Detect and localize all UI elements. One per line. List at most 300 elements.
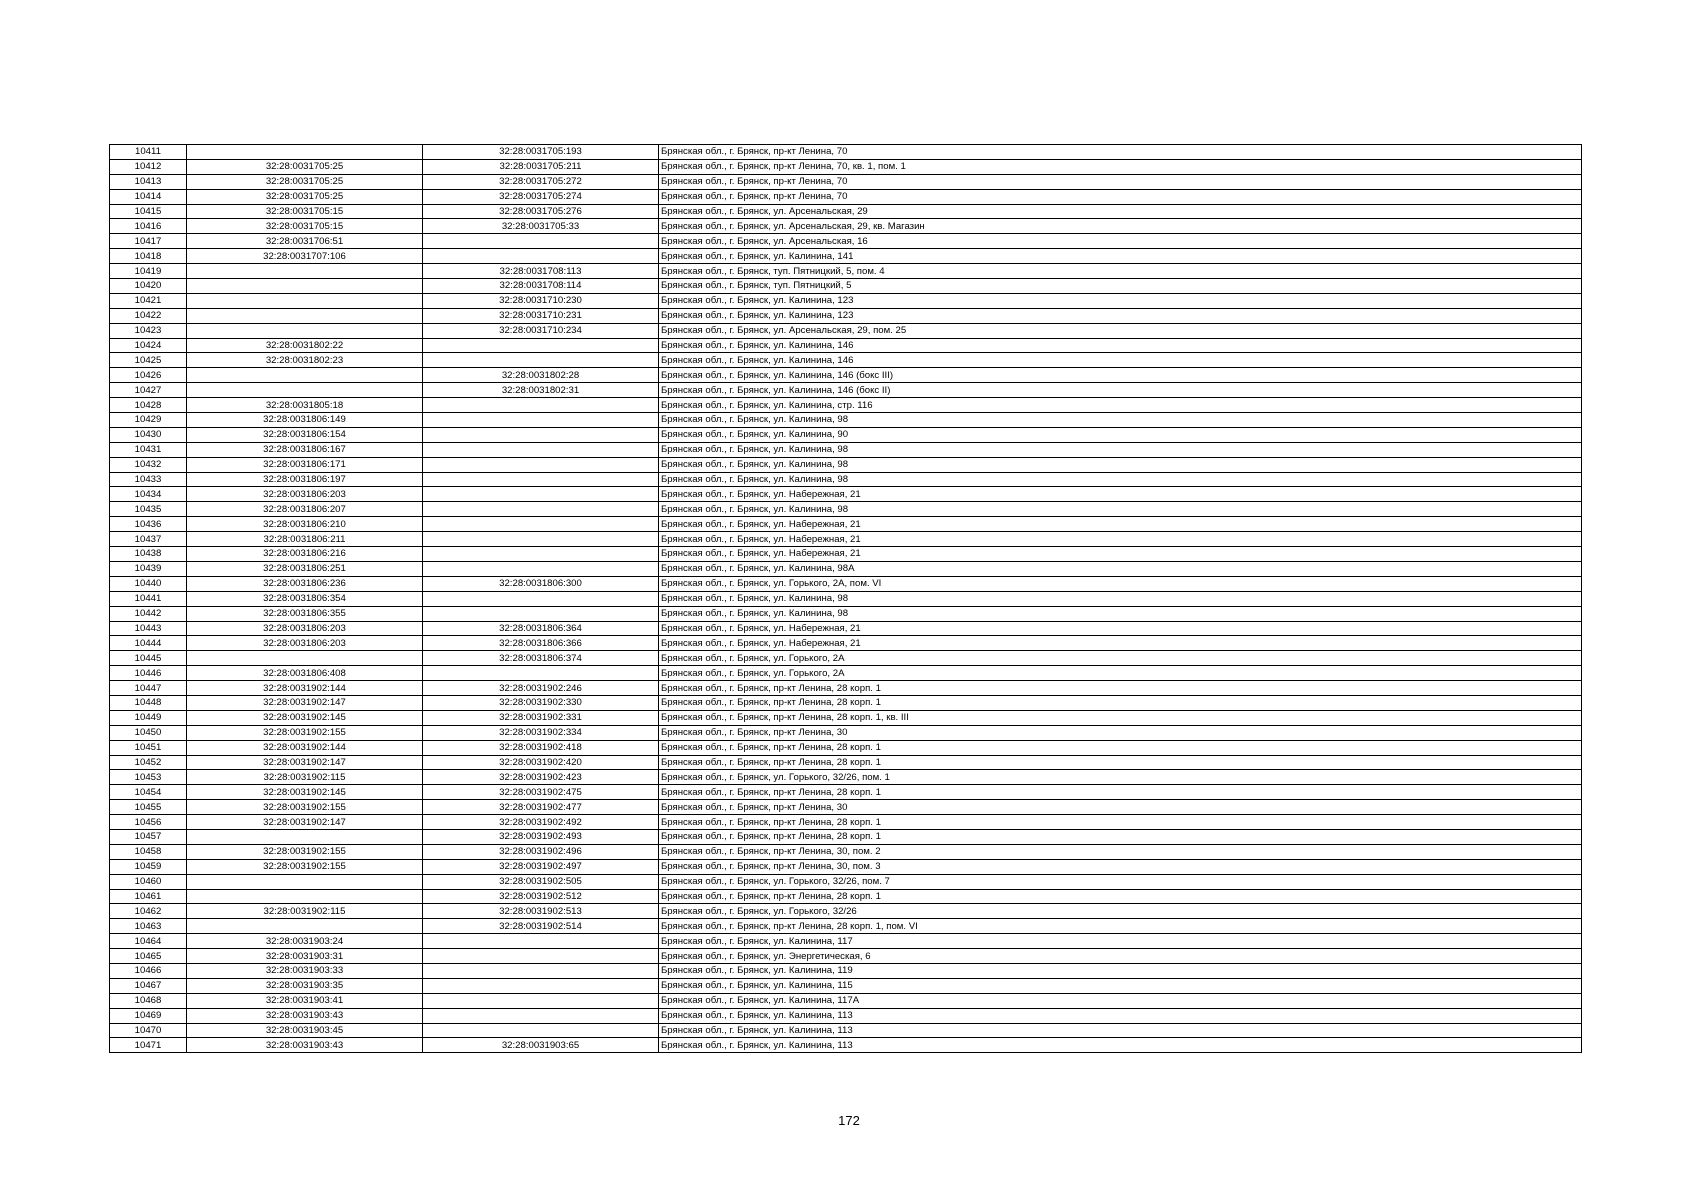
- address-cell: Брянская обл., г. Брянск, ул. Арсенальская, 29, пом. 25: [659, 323, 1582, 338]
- row-number-cell: 10453: [110, 770, 187, 785]
- parent-cadastral-number-cell: 32:28:0031806:197: [187, 472, 423, 487]
- parent-cadastral-number-cell: 32:28:0031706:51: [187, 234, 423, 249]
- table-row: [110, 889, 1582, 904]
- row-number-cell: 10426: [110, 368, 187, 383]
- parent-cadastral-number-cell: 32:28:0031806:154: [187, 427, 423, 442]
- address-cell: Брянская обл., г. Брянск, пр-кт Ленина, 28 корп. 1: [659, 815, 1582, 830]
- table-row: [110, 517, 1582, 532]
- cadastral-number-cell: [423, 502, 659, 517]
- parent-cadastral-number-cell: 32:28:0031806:210: [187, 517, 423, 532]
- address-cell: Брянская обл., г. Брянск, ул. Набережная, 21: [659, 547, 1582, 562]
- table-row: [110, 159, 1582, 174]
- table-row: [110, 487, 1582, 502]
- cadastral-number-cell: [423, 398, 659, 413]
- row-number-cell: 10417: [110, 234, 187, 249]
- address-cell: Брянская обл., г. Брянск, ул. Калинина, 141: [659, 249, 1582, 264]
- parent-cadastral-number-cell: 32:28:0031902:155: [187, 725, 423, 740]
- table-row: [110, 844, 1582, 859]
- table-row: [110, 949, 1582, 964]
- table-row: [110, 740, 1582, 755]
- cadastral-number-cell: 32:28:0031902:330: [423, 695, 659, 710]
- parent-cadastral-number-cell: 32:28:0031707:106: [187, 249, 423, 264]
- table-row: [110, 338, 1582, 353]
- cadastral-number-cell: [423, 234, 659, 249]
- parent-cadastral-number-cell: 32:28:0031805:18: [187, 398, 423, 413]
- parent-cadastral-number-cell: [187, 293, 423, 308]
- parent-cadastral-number-cell: 32:28:0031902:144: [187, 681, 423, 696]
- table-row: [110, 1008, 1582, 1023]
- parent-cadastral-number-cell: 32:28:0031903:43: [187, 1038, 423, 1053]
- address-cell: Брянская обл., г. Брянск, ул. Арсенальская, 29: [659, 204, 1582, 219]
- row-number-cell: 10457: [110, 829, 187, 844]
- row-number-cell: 10429: [110, 413, 187, 428]
- cadastral-number-cell: 32:28:0031705:272: [423, 174, 659, 189]
- cadastral-number-cell: [423, 532, 659, 547]
- row-number-cell: 10434: [110, 487, 187, 502]
- table-row: [110, 800, 1582, 815]
- address-cell: Брянская обл., г. Брянск, пр-кт Ленина, 30, пом. 2: [659, 844, 1582, 859]
- row-number-cell: 10464: [110, 934, 187, 949]
- table-row: [110, 576, 1582, 591]
- cadastral-number-cell: 32:28:0031705:274: [423, 189, 659, 204]
- row-number-cell: 10415: [110, 204, 187, 219]
- parent-cadastral-number-cell: 32:28:0031806:167: [187, 442, 423, 457]
- address-cell: Брянская обл., г. Брянск, пр-кт Ленина, 28 корп. 1: [659, 829, 1582, 844]
- parent-cadastral-number-cell: 32:28:0031705:15: [187, 204, 423, 219]
- parent-cadastral-number-cell: 32:28:0031902:155: [187, 844, 423, 859]
- address-cell: Брянская обл., г. Брянск, пр-кт Ленина, 70: [659, 189, 1582, 204]
- parent-cadastral-number-cell: 32:28:0031903:33: [187, 963, 423, 978]
- row-number-cell: 10412: [110, 159, 187, 174]
- table-row: [110, 308, 1582, 323]
- row-number-cell: 10469: [110, 1008, 187, 1023]
- address-cell: Брянская обл., г. Брянск, ул. Калинина, 117А: [659, 993, 1582, 1008]
- cadastral-number-cell: [423, 249, 659, 264]
- address-cell: Брянская обл., г. Брянск, пр-кт Ленина, 28 корп. 1: [659, 695, 1582, 710]
- table-row: [110, 234, 1582, 249]
- address-cell: Брянская обл., г. Брянск, ул. Горького, 32/26, пом. 7: [659, 874, 1582, 889]
- cadastral-number-cell: [423, 934, 659, 949]
- address-cell: Брянская обл., г. Брянск, пр-кт Ленина, 28 корп. 1: [659, 740, 1582, 755]
- cadastral-number-cell: 32:28:0031903:65: [423, 1038, 659, 1053]
- cadastral-number-cell: 32:28:0031902:492: [423, 815, 659, 830]
- cadastral-number-cell: 32:28:0031806:366: [423, 636, 659, 651]
- parent-cadastral-number-cell: [187, 383, 423, 398]
- table-row: [110, 978, 1582, 993]
- table-row: [110, 249, 1582, 264]
- address-cell: Брянская обл., г. Брянск, пр-кт Ленина, 28 корп. 1: [659, 681, 1582, 696]
- address-cell: Брянская обл., г. Брянск, ул. Калинина, 123: [659, 308, 1582, 323]
- table-row: [110, 785, 1582, 800]
- cadastral-number-cell: [423, 338, 659, 353]
- parent-cadastral-number-cell: 32:28:0031806:171: [187, 457, 423, 472]
- table-row: [110, 442, 1582, 457]
- cadastral-number-cell: [423, 353, 659, 368]
- parent-cadastral-number-cell: 32:28:0031802:22: [187, 338, 423, 353]
- parent-cadastral-number-cell: 32:28:0031903:31: [187, 949, 423, 964]
- parent-cadastral-number-cell: 32:28:0031806:149: [187, 413, 423, 428]
- row-number-cell: 10446: [110, 666, 187, 681]
- row-number-cell: 10465: [110, 949, 187, 964]
- row-number-cell: 10448: [110, 695, 187, 710]
- address-cell: Брянская обл., г. Брянск, ул. Набережная, 21: [659, 487, 1582, 502]
- address-cell: Брянская обл., г. Брянск, ул. Калинина, 113: [659, 1008, 1582, 1023]
- cadastral-number-cell: [423, 949, 659, 964]
- cadastral-number-cell: 32:28:0031902:334: [423, 725, 659, 740]
- table-row: [110, 293, 1582, 308]
- cadastral-number-cell: [423, 427, 659, 442]
- cadastral-number-cell: 32:28:0031902:493: [423, 829, 659, 844]
- address-cell: Брянская обл., г. Брянск, пр-кт Ленина, 30: [659, 725, 1582, 740]
- cadastral-number-cell: 32:28:0031802:28: [423, 368, 659, 383]
- cadastral-number-cell: 32:28:0031710:234: [423, 323, 659, 338]
- address-cell: Брянская обл., г. Брянск, пр-кт Ленина, 30: [659, 800, 1582, 815]
- parent-cadastral-number-cell: [187, 874, 423, 889]
- parent-cadastral-number-cell: [187, 279, 423, 294]
- parent-cadastral-number-cell: 32:28:0031902:144: [187, 740, 423, 755]
- parent-cadastral-number-cell: 32:28:0031806:236: [187, 576, 423, 591]
- cadastral-number-cell: 32:28:0031902:513: [423, 904, 659, 919]
- address-cell: Брянская обл., г. Брянск, ул. Горького, 2А: [659, 666, 1582, 681]
- parent-cadastral-number-cell: 32:28:0031903:24: [187, 934, 423, 949]
- parent-cadastral-number-cell: 32:28:0031902:147: [187, 815, 423, 830]
- table-row: [110, 353, 1582, 368]
- row-number-cell: 10423: [110, 323, 187, 338]
- row-number-cell: 10471: [110, 1038, 187, 1053]
- parent-cadastral-number-cell: 32:28:0031806:354: [187, 591, 423, 606]
- row-number-cell: 10450: [110, 725, 187, 740]
- table-row: [110, 874, 1582, 889]
- address-cell: Брянская обл., г. Брянск, пр-кт Ленина, 70: [659, 174, 1582, 189]
- address-cell: Брянская обл., г. Брянск, ул. Калинина, 115: [659, 978, 1582, 993]
- address-cell: Брянская обл., г. Брянск, ул. Калинина, 98: [659, 502, 1582, 517]
- parent-cadastral-number-cell: 32:28:0031806:203: [187, 636, 423, 651]
- row-number-cell: 10428: [110, 398, 187, 413]
- row-number-cell: 10449: [110, 710, 187, 725]
- cadastral-number-cell: 32:28:0031902:420: [423, 755, 659, 770]
- parent-cadastral-number-cell: 32:28:0031903:35: [187, 978, 423, 993]
- row-number-cell: 10439: [110, 561, 187, 576]
- cadastral-number-cell: [423, 993, 659, 1008]
- cadastral-number-cell: 32:28:0031902:514: [423, 919, 659, 934]
- address-cell: Брянская обл., г. Брянск, ул. Арсенальская, 16: [659, 234, 1582, 249]
- cadastral-number-cell: [423, 547, 659, 562]
- row-number-cell: 10438: [110, 547, 187, 562]
- cadastral-number-cell: 32:28:0031902:475: [423, 785, 659, 800]
- address-cell: Брянская обл., г. Брянск, ул. Калинина, 113: [659, 1023, 1582, 1038]
- page-number: 172: [838, 1113, 860, 1128]
- row-number-cell: 10431: [110, 442, 187, 457]
- parent-cadastral-number-cell: 32:28:0031806:203: [187, 487, 423, 502]
- row-number-cell: 10436: [110, 517, 187, 532]
- table-row: [110, 368, 1582, 383]
- row-number-cell: 10458: [110, 844, 187, 859]
- address-cell: Брянская обл., г. Брянск, пр-кт Ленина, 28 корп. 1: [659, 889, 1582, 904]
- parent-cadastral-number-cell: 32:28:0031806:216: [187, 547, 423, 562]
- row-number-cell: 10425: [110, 353, 187, 368]
- parent-cadastral-number-cell: 32:28:0031806:355: [187, 606, 423, 621]
- row-number-cell: 10435: [110, 502, 187, 517]
- table-row: [110, 591, 1582, 606]
- register-sheet: [109, 144, 1582, 1053]
- address-cell: Брянская обл., г. Брянск, пр-кт Ленина, 28 корп. 1: [659, 785, 1582, 800]
- parent-cadastral-number-cell: 32:28:0031902:115: [187, 770, 423, 785]
- address-cell: Брянская обл., г. Брянск, ул. Калинина, 113: [659, 1038, 1582, 1053]
- row-number-cell: 10414: [110, 189, 187, 204]
- address-cell: Брянская обл., г. Брянск, ул. Калинина, 98: [659, 457, 1582, 472]
- address-cell: Брянская обл., г. Брянск, пр-кт Ленина, 28 корп. 1, пом. VI: [659, 919, 1582, 934]
- table-row: [110, 725, 1582, 740]
- row-number-cell: 10420: [110, 279, 187, 294]
- table-row: [110, 710, 1582, 725]
- table-row: [110, 963, 1582, 978]
- cadastral-number-cell: [423, 1008, 659, 1023]
- cadastral-number-cell: 32:28:0031710:231: [423, 308, 659, 323]
- row-number-cell: 10456: [110, 815, 187, 830]
- cadastral-number-cell: 32:28:0031705:193: [423, 145, 659, 160]
- row-number-cell: 10454: [110, 785, 187, 800]
- address-cell: Брянская обл., г. Брянск, ул. Калинина, 98: [659, 472, 1582, 487]
- table-row: [110, 1023, 1582, 1038]
- parent-cadastral-number-cell: [187, 308, 423, 323]
- row-number-cell: 10433: [110, 472, 187, 487]
- cadastral-number-cell: 32:28:0031902:246: [423, 681, 659, 696]
- parent-cadastral-number-cell: 32:28:0031902:155: [187, 800, 423, 815]
- table-row: [110, 547, 1582, 562]
- address-cell: Брянская обл., г. Брянск, ул. Горького, 2А, пом. VI: [659, 576, 1582, 591]
- address-cell: Брянская обл., г. Брянск, ул. Горького, 2А: [659, 651, 1582, 666]
- parent-cadastral-number-cell: 32:28:0031902:147: [187, 755, 423, 770]
- row-number-cell: 10418: [110, 249, 187, 264]
- cadastral-number-cell: 32:28:0031902:512: [423, 889, 659, 904]
- cadastral-number-cell: 32:28:0031705:211: [423, 159, 659, 174]
- parent-cadastral-number-cell: [187, 368, 423, 383]
- address-cell: Брянская обл., г. Брянск, ул. Калинина, стр. 116: [659, 398, 1582, 413]
- cadastral-number-cell: 32:28:0031902:477: [423, 800, 659, 815]
- cadastral-number-cell: [423, 978, 659, 993]
- row-number-cell: 10421: [110, 293, 187, 308]
- parent-cadastral-number-cell: [187, 145, 423, 160]
- table-row: [110, 174, 1582, 189]
- table-row: [110, 413, 1582, 428]
- address-cell: Брянская обл., г. Брянск, ул. Набережная, 21: [659, 636, 1582, 651]
- row-number-cell: 10440: [110, 576, 187, 591]
- parent-cadastral-number-cell: 32:28:0031806:207: [187, 502, 423, 517]
- parent-cadastral-number-cell: 32:28:0031902:155: [187, 859, 423, 874]
- row-number-cell: 10447: [110, 681, 187, 696]
- parent-cadastral-number-cell: 32:28:0031903:43: [187, 1008, 423, 1023]
- table-row: [110, 829, 1582, 844]
- address-cell: Брянская обл., г. Брянск, ул. Калинина, 117: [659, 934, 1582, 949]
- row-number-cell: 10444: [110, 636, 187, 651]
- cadastral-number-cell: 32:28:0031708:113: [423, 264, 659, 279]
- parent-cadastral-number-cell: 32:28:0031705:25: [187, 189, 423, 204]
- parent-cadastral-number-cell: 32:28:0031806:203: [187, 621, 423, 636]
- table-row: [110, 919, 1582, 934]
- row-number-cell: 10441: [110, 591, 187, 606]
- table-row: [110, 681, 1582, 696]
- table-row: [110, 621, 1582, 636]
- parent-cadastral-number-cell: [187, 651, 423, 666]
- parent-cadastral-number-cell: 32:28:0031705:25: [187, 174, 423, 189]
- table-row: [110, 815, 1582, 830]
- row-number-cell: 10442: [110, 606, 187, 621]
- row-number-cell: 10460: [110, 874, 187, 889]
- table-row: [110, 770, 1582, 785]
- row-number-cell: 10459: [110, 859, 187, 874]
- table-row: [110, 502, 1582, 517]
- cadastral-number-cell: [423, 487, 659, 502]
- table-row: [110, 427, 1582, 442]
- table-row: [110, 666, 1582, 681]
- row-number-cell: 10424: [110, 338, 187, 353]
- row-number-cell: 10422: [110, 308, 187, 323]
- address-cell: Брянская обл., г. Брянск, пр-кт Ленина, 70, кв. 1, пом. 1: [659, 159, 1582, 174]
- parent-cadastral-number-cell: [187, 919, 423, 934]
- address-cell: Брянская обл., г. Брянск, ул. Калинина, 98: [659, 442, 1582, 457]
- parent-cadastral-number-cell: 32:28:0031903:41: [187, 993, 423, 1008]
- table-row: [110, 934, 1582, 949]
- table-row: [110, 279, 1582, 294]
- cadastral-number-cell: 32:28:0031806:364: [423, 621, 659, 636]
- row-number-cell: 10466: [110, 963, 187, 978]
- cadastral-number-cell: [423, 561, 659, 576]
- parent-cadastral-number-cell: 32:28:0031902:147: [187, 695, 423, 710]
- cadastral-register-table: [109, 144, 1582, 1053]
- table-row: [110, 145, 1582, 160]
- row-number-cell: 10452: [110, 755, 187, 770]
- address-cell: Брянская обл., г. Брянск, ул. Набережная, 21: [659, 517, 1582, 532]
- address-cell: Брянская обл., г. Брянск, ул. Калинина, 146: [659, 338, 1582, 353]
- row-number-cell: 10463: [110, 919, 187, 934]
- cadastral-number-cell: [423, 1023, 659, 1038]
- cadastral-number-cell: [423, 457, 659, 472]
- row-number-cell: 10445: [110, 651, 187, 666]
- row-number-cell: 10470: [110, 1023, 187, 1038]
- parent-cadastral-number-cell: 32:28:0031902:145: [187, 785, 423, 800]
- address-cell: Брянская обл., г. Брянск, ул. Калинина, 146: [659, 353, 1582, 368]
- address-cell: Брянская обл., г. Брянск, ул. Калинина, 146 (бокс III): [659, 368, 1582, 383]
- address-cell: Брянская обл., г. Брянск, ул. Калинина, 123: [659, 293, 1582, 308]
- parent-cadastral-number-cell: 32:28:0031802:23: [187, 353, 423, 368]
- address-cell: Брянская обл., г. Брянск, пр-кт Ленина, 28 корп. 1: [659, 755, 1582, 770]
- table-row: [110, 561, 1582, 576]
- cadastral-number-cell: [423, 517, 659, 532]
- row-number-cell: 10430: [110, 427, 187, 442]
- cadastral-number-cell: [423, 442, 659, 457]
- table-row: [110, 1038, 1582, 1053]
- address-cell: Брянская обл., г. Брянск, ул. Калинина, 98А: [659, 561, 1582, 576]
- parent-cadastral-number-cell: 32:28:0031705:25: [187, 159, 423, 174]
- cadastral-number-cell: 32:28:0031806:374: [423, 651, 659, 666]
- cadastral-number-cell: 32:28:0031902:505: [423, 874, 659, 889]
- address-cell: Брянская обл., г. Брянск, туп. Пятницкий, 5, пом. 4: [659, 264, 1582, 279]
- parent-cadastral-number-cell: 32:28:0031705:15: [187, 219, 423, 234]
- table-row: [110, 189, 1582, 204]
- table-row: [110, 398, 1582, 413]
- row-number-cell: 10413: [110, 174, 187, 189]
- table-row: [110, 636, 1582, 651]
- row-number-cell: 10467: [110, 978, 187, 993]
- row-number-cell: 10468: [110, 993, 187, 1008]
- address-cell: Брянская обл., г. Брянск, пр-кт Ленина, 70: [659, 145, 1582, 160]
- address-cell: Брянская обл., г. Брянск, ул. Калинина, 146 (бокс II): [659, 383, 1582, 398]
- table-row: [110, 472, 1582, 487]
- parent-cadastral-number-cell: [187, 889, 423, 904]
- row-number-cell: 10461: [110, 889, 187, 904]
- register-table-body: [110, 145, 1582, 1053]
- cadastral-number-cell: 32:28:0031902:423: [423, 770, 659, 785]
- address-cell: Брянская обл., г. Брянск, ул. Набережная, 21: [659, 621, 1582, 636]
- parent-cadastral-number-cell: 32:28:0031903:45: [187, 1023, 423, 1038]
- address-cell: Брянская обл., г. Брянск, ул. Калинина, 90: [659, 427, 1582, 442]
- address-cell: Брянская обл., г. Брянск, туп. Пятницкий, 5: [659, 279, 1582, 294]
- table-row: [110, 993, 1582, 1008]
- cadastral-number-cell: [423, 606, 659, 621]
- address-cell: Брянская обл., г. Брянск, ул. Горького, 32/26, пом. 1: [659, 770, 1582, 785]
- row-number-cell: 10437: [110, 532, 187, 547]
- row-number-cell: 10427: [110, 383, 187, 398]
- table-row: [110, 219, 1582, 234]
- cadastral-number-cell: [423, 963, 659, 978]
- parent-cadastral-number-cell: [187, 264, 423, 279]
- row-number-cell: 10432: [110, 457, 187, 472]
- table-row: [110, 651, 1582, 666]
- cadastral-number-cell: 32:28:0031806:300: [423, 576, 659, 591]
- row-number-cell: 10419: [110, 264, 187, 279]
- table-row: [110, 323, 1582, 338]
- parent-cadastral-number-cell: 32:28:0031902:145: [187, 710, 423, 725]
- parent-cadastral-number-cell: [187, 323, 423, 338]
- address-cell: Брянская обл., г. Брянск, ул. Энергетическая, 6: [659, 949, 1582, 964]
- cadastral-number-cell: 32:28:0031902:497: [423, 859, 659, 874]
- address-cell: Брянская обл., г. Брянск, пр-кт Ленина, 30, пом. 3: [659, 859, 1582, 874]
- table-row: [110, 532, 1582, 547]
- row-number-cell: 10462: [110, 904, 187, 919]
- parent-cadastral-number-cell: [187, 829, 423, 844]
- address-cell: Брянская обл., г. Брянск, ул. Калинина, 119: [659, 963, 1582, 978]
- cadastral-number-cell: [423, 666, 659, 681]
- table-row: [110, 457, 1582, 472]
- row-number-cell: 10411: [110, 145, 187, 160]
- cadastral-number-cell: 32:28:0031902:331: [423, 710, 659, 725]
- cadastral-number-cell: 32:28:0031705:276: [423, 204, 659, 219]
- cadastral-number-cell: 32:28:0031708:114: [423, 279, 659, 294]
- table-row: [110, 755, 1582, 770]
- parent-cadastral-number-cell: 32:28:0031806:211: [187, 532, 423, 547]
- table-row: [110, 695, 1582, 710]
- row-number-cell: 10455: [110, 800, 187, 815]
- row-number-cell: 10416: [110, 219, 187, 234]
- parent-cadastral-number-cell: 32:28:0031806:408: [187, 666, 423, 681]
- table-row: [110, 264, 1582, 279]
- table-row: [110, 204, 1582, 219]
- parent-cadastral-number-cell: 32:28:0031902:115: [187, 904, 423, 919]
- table-row: [110, 606, 1582, 621]
- row-number-cell: 10451: [110, 740, 187, 755]
- cadastral-number-cell: 32:28:0031710:230: [423, 293, 659, 308]
- parent-cadastral-number-cell: 32:28:0031806:251: [187, 561, 423, 576]
- address-cell: Брянская обл., г. Брянск, пр-кт Ленина, 28 корп. 1, кв. III: [659, 710, 1582, 725]
- address-cell: Брянская обл., г. Брянск, ул. Горького, 32/26: [659, 904, 1582, 919]
- address-cell: Брянская обл., г. Брянск, ул. Арсенальская, 29, кв. Магазин: [659, 219, 1582, 234]
- table-row: [110, 859, 1582, 874]
- cadastral-number-cell: 32:28:0031705:33: [423, 219, 659, 234]
- table-row: [110, 904, 1582, 919]
- cadastral-number-cell: [423, 591, 659, 606]
- address-cell: Брянская обл., г. Брянск, ул. Набережная, 21: [659, 532, 1582, 547]
- cadastral-number-cell: 32:28:0031902:496: [423, 844, 659, 859]
